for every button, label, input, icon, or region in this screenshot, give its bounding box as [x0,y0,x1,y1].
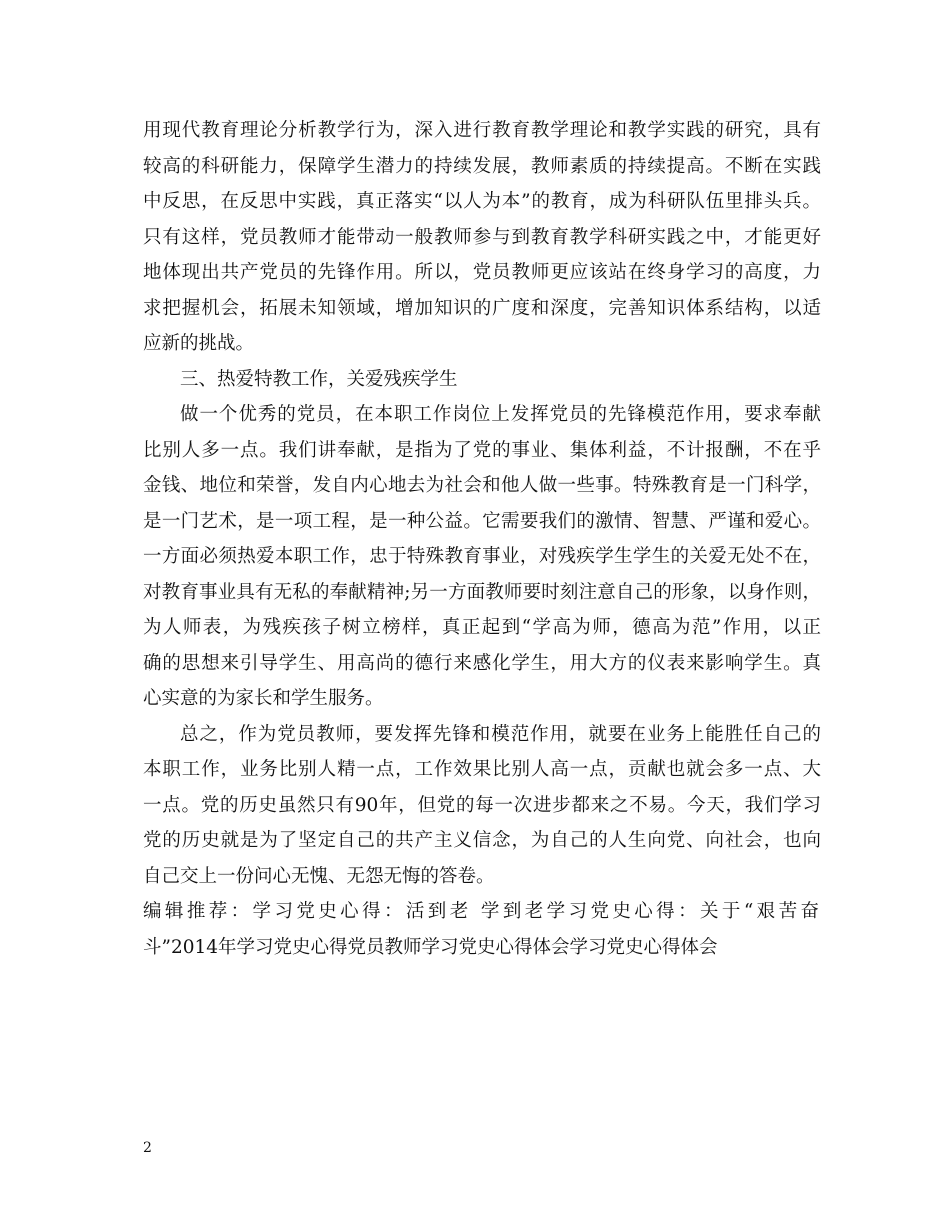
text-line: 只有这样，党员教师才能带动一般教师参与到教育教学科研实践之中，才能更好 [143,226,821,248]
text-line: 求把握机会，拓展未知领域，增加知识的广度和深度，完善知识体系结构，以适 [143,297,821,319]
text-line: 心实意的为家长和学生服务。 [143,688,384,709]
recommend-line: 编辑推荐：学习党史心得：活到老 学到老学习党史心得：关于“艰苦奋 [143,901,821,922]
text-line: 本职工作，业务比别人精一点，工作效果比别人高一点，贡献也就会多一点、大 [143,759,821,780]
text-line: 应新的挑战。 [143,333,255,354]
section-heading: 三、热爱特教工作，关爱残疾学生 [180,368,458,390]
text-line: 一方面必须热爱本职工作，忠于特殊教育事业，对残疾学生学生的关爱无处不在， [143,546,821,567]
text-line: 确的思想来引导学生、用高尚的德行来感化学生，用大方的仪表来影响学生。真 [143,652,821,674]
text-line: 做一个优秀的党员，在本职工作岗位上发挥党员的先锋模范作用，要求奉献 [180,404,821,425]
text-line: 对教育事业具有无私的奉献精神;另一方面教师要时刻注意自己的形象，以身作则， [143,581,821,603]
text-line: 总之，作为党员教师，要发挥先锋和模范作用，就要在业务上能胜任自己的 [180,723,821,745]
text-line: 比别人多一点。我们讲奉献，是指为了党的事业、集体利益，不计报酬，不在乎 [143,439,821,461]
editor-recommendation [143,894,821,965]
text-line: 金钱、地位和荣誉，发自内心地去为社会和他人做一些事。特殊教育是一门科学， [143,475,821,496]
page-number: 2 [143,1140,152,1156]
paragraph-2 [143,397,821,717]
text-line: 较高的科研能力，保障学生潜力的持续发展，教师素质的持续提高。不断在实践 [143,155,821,177]
text-line: 一点。党的历史虽然只有90年，但党的每一次进步都来之不易。今天，我们学习 [143,794,821,816]
text-line: 中反思，在反思中实践，真正落实“以人为本”的教育，成为科研队伍里排头兵。 [143,191,821,212]
document-body [143,113,821,965]
paragraph-3 [143,717,821,895]
text-line: 地体现出共产党员的先锋作用。所以，党员教师更应该站在终身学习的高度，力 [143,262,821,283]
text-line: 是一门艺术，是一项工程，是一种公益。它需要我们的激情、智慧、严谨和爱心。 [143,510,821,532]
text-line: 为人师表，为残疾孩子树立榜样，真正起到“学高为师，德高为范”作用，以正 [143,617,821,638]
text-line: 党的历史就是为了坚定自己的共产主义信念，为自己的人生向党、向社会，也向 [143,830,821,851]
recommend-line: 斗”2014年学习党史心得党员教师学习党史心得体会学习党史心得体会 [143,936,718,958]
text-line: 用现代教育理论分析教学行为，深入进行教育教学理论和教学实践的研究，具有 [143,120,821,141]
paragraph-1 [143,113,821,362]
text-line: 自己交上一份问心无愧、无怨无悔的答卷。 [143,865,495,887]
